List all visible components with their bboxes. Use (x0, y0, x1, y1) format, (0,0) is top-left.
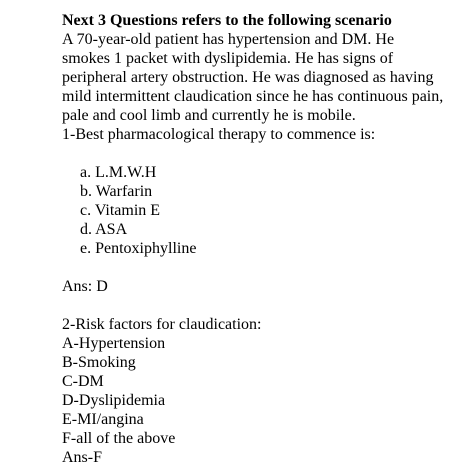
option-item: E-MI/angina (62, 411, 144, 428)
option-item: d. ASA (80, 221, 128, 238)
scenario-line: A 70-year-old patient has hypertension and DM. He (62, 31, 395, 48)
option-item: e. Pentoxiphylline (80, 240, 197, 257)
question-1-answer: Ans: D (62, 278, 108, 295)
scenario-line: pale and cool limb and currently he is mobile. (62, 107, 356, 124)
scenario-line: peripheral artery obstruction. He was diagnosed as having (62, 69, 434, 86)
spacer (62, 258, 468, 277)
question-1-options (62, 163, 468, 258)
question-1-prompt: 1-Best pharmacological therapy to commence is: (62, 126, 376, 143)
scenario-text (62, 30, 468, 125)
question-2-answer: Ans-F (62, 449, 103, 466)
scenario-line: mild intermittent claudication since he has continuous pain, (62, 88, 444, 105)
option-item: a. L.M.W.H (80, 164, 157, 181)
option-item: F-all of the above (62, 430, 176, 447)
scenario-heading: Next 3 Questions refers to the following scenario (62, 12, 392, 29)
option-item: B-Smoking (62, 354, 136, 371)
option-item: C-DM (62, 373, 104, 390)
option-item: c. Vitamin E (80, 202, 161, 219)
question-2-options (62, 334, 468, 448)
option-item: b. Warfarin (80, 183, 153, 200)
question-2-prompt: 2-Risk factors for claudication: (62, 316, 262, 333)
option-item: D-Dyslipidemia (62, 392, 166, 409)
scenario-line: smokes 1 packet with dyslipidemia. He has signs of (62, 50, 394, 67)
option-item: A-Hypertension (62, 335, 166, 352)
spacer (62, 296, 468, 315)
document-page (62, 11, 468, 467)
